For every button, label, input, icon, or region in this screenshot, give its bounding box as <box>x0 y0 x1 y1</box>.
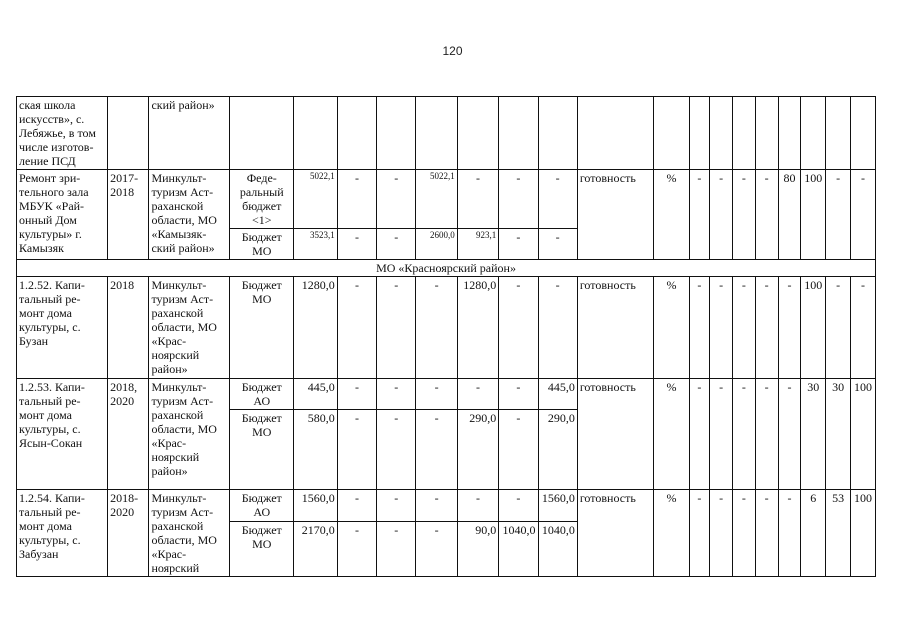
target-value: - <box>710 379 733 490</box>
budget-value <box>416 97 457 170</box>
target-value <box>778 97 801 170</box>
target-value <box>733 97 756 170</box>
target-value: 80 <box>778 170 801 260</box>
executor-cell: Минкульт-туризм Аст-раханской области, МО «Крас-ноярский <box>149 490 230 577</box>
indicator-cell: готовность <box>577 277 654 379</box>
unit-cell: % <box>654 277 689 379</box>
budget-value: - <box>457 490 498 522</box>
budget-value: 2600,0 <box>416 229 457 260</box>
years-cell: 2017-2018 <box>108 170 149 260</box>
budget-value: - <box>337 522 376 577</box>
budget-value: - <box>337 410 376 490</box>
budget-value: - <box>377 277 416 379</box>
budget-value: 5022,1 <box>294 170 337 229</box>
table-row <box>17 379 876 410</box>
target-value: - <box>710 277 733 379</box>
budget-value: 445,0 <box>294 379 337 410</box>
target-value: - <box>778 490 801 577</box>
years-cell: 2018, 2020 <box>108 379 149 490</box>
budget-value: 1560,0 <box>538 490 577 522</box>
budget-value: - <box>337 490 376 522</box>
budget-value: 1280,0 <box>294 277 337 379</box>
budget-value: 3523,1 <box>294 229 337 260</box>
years-cell: 2018 <box>108 277 149 379</box>
budget-value: - <box>499 229 538 260</box>
section-title: МО «Красноярский район» <box>17 260 876 277</box>
table-row <box>17 277 876 379</box>
indicator-cell: готовность <box>577 490 654 577</box>
target-value: - <box>755 170 778 260</box>
budget-value <box>457 97 498 170</box>
target-value: - <box>850 277 875 379</box>
budget-value: - <box>377 229 416 260</box>
budget-value: - <box>538 277 577 379</box>
budget-value: - <box>337 170 376 229</box>
budget-value: 1280,0 <box>457 277 498 379</box>
budget-value: - <box>337 229 376 260</box>
target-value: - <box>826 170 851 260</box>
budget-source: Бюджет МО <box>230 410 294 490</box>
target-value <box>710 97 733 170</box>
indicator-cell <box>577 97 654 170</box>
budget-value <box>337 97 376 170</box>
budget-source: Бюджет МО <box>230 522 294 577</box>
budget-source: Бюджет МО <box>230 277 294 379</box>
budget-value: 923,1 <box>457 229 498 260</box>
budget-value: - <box>416 277 457 379</box>
target-value: - <box>755 379 778 490</box>
target-value: - <box>778 379 801 490</box>
target-value: 30 <box>801 379 826 490</box>
budget-value: - <box>337 277 376 379</box>
table-row <box>17 490 876 522</box>
budget-value: - <box>416 410 457 490</box>
budget-value: - <box>377 490 416 522</box>
budget-value: - <box>416 379 457 410</box>
target-value: - <box>710 490 733 577</box>
budget-value: - <box>377 379 416 410</box>
budget-value: - <box>416 490 457 522</box>
indicator-cell: готовность <box>577 379 654 490</box>
target-value: - <box>733 170 756 260</box>
budget-value <box>499 97 538 170</box>
budget-source <box>230 97 294 170</box>
target-value: 100 <box>850 379 875 490</box>
target-value <box>801 97 826 170</box>
budget-value: - <box>538 229 577 260</box>
activity-name: 1.2.52. Капи-тальный ре-монт дома культуры, с. Бузан <box>17 277 108 379</box>
budget-value: - <box>457 379 498 410</box>
budget-value: - <box>457 170 498 229</box>
target-value: 100 <box>801 170 826 260</box>
target-value: 6 <box>801 490 826 577</box>
target-value: - <box>733 277 756 379</box>
activity-name: Ремонт зри-тельного зала МБУК «Рай-онный Дом культуры» г. Камызяк <box>17 170 108 260</box>
budget-value: - <box>499 170 538 229</box>
budget-value: 2170,0 <box>294 522 337 577</box>
budget-value: 90,0 <box>457 522 498 577</box>
target-value: 53 <box>826 490 851 577</box>
target-value: - <box>689 490 710 577</box>
budget-value: - <box>377 522 416 577</box>
budget-value: 580,0 <box>294 410 337 490</box>
budget-value: - <box>499 277 538 379</box>
target-value: 100 <box>801 277 826 379</box>
target-value: - <box>710 170 733 260</box>
unit-cell: % <box>654 170 689 260</box>
budget-source: Бюджет АО <box>230 379 294 410</box>
executor-cell: Минкульт-туризм Аст-раханской области, МО «Камызяк-ский район» <box>149 170 230 260</box>
years-cell: 2018-2020 <box>108 490 149 577</box>
target-value <box>755 97 778 170</box>
program-table <box>16 96 876 577</box>
budget-value: 290,0 <box>538 410 577 490</box>
target-value: - <box>733 490 756 577</box>
budget-value: - <box>377 410 416 490</box>
target-value: - <box>689 277 710 379</box>
budget-value: 290,0 <box>457 410 498 490</box>
unit-cell: % <box>654 379 689 490</box>
target-value: - <box>755 490 778 577</box>
budget-source: Бюджет АО <box>230 490 294 522</box>
budget-value <box>294 97 337 170</box>
page-number: 120 <box>442 44 463 58</box>
budget-source: Феде-ральный бюджет <1> <box>230 170 294 229</box>
activity-name: ская школа искусств», с. Лебяжье, в том числе изготов-ление ПСД <box>17 97 108 170</box>
budget-source: Бюджет МО <box>230 229 294 260</box>
budget-value: - <box>499 410 538 490</box>
unit-cell: % <box>654 490 689 577</box>
table-row <box>17 97 876 170</box>
indicator-cell: готовность <box>577 170 654 260</box>
executor-cell: Минкульт-туризм Аст-раханской области, МО «Крас-ноярский район» <box>149 379 230 490</box>
activity-name: 1.2.53. Капи-тальный ре-монт дома культуры, с. Ясын-Сокан <box>17 379 108 490</box>
budget-value <box>538 97 577 170</box>
target-value <box>850 97 875 170</box>
budget-value: - <box>377 170 416 229</box>
budget-value: - <box>337 379 376 410</box>
years-cell <box>108 97 149 170</box>
budget-value: 1560,0 <box>294 490 337 522</box>
target-value <box>826 97 851 170</box>
target-value: - <box>689 170 710 260</box>
table-row <box>17 170 876 229</box>
budget-value <box>377 97 416 170</box>
activity-name: 1.2.54. Капи-тальный ре-монт дома культуры, с. Забузан <box>17 490 108 577</box>
target-value: - <box>778 277 801 379</box>
budget-value: 5022,1 <box>416 170 457 229</box>
target-value: - <box>826 277 851 379</box>
budget-value: - <box>499 379 538 410</box>
target-value: - <box>850 170 875 260</box>
budget-value: - <box>538 170 577 229</box>
budget-value: - <box>499 490 538 522</box>
section-row <box>17 260 876 277</box>
executor-cell: ский район» <box>149 97 230 170</box>
target-value: 100 <box>850 490 875 577</box>
budget-value: 1040,0 <box>538 522 577 577</box>
target-value: - <box>755 277 778 379</box>
target-value: - <box>733 379 756 490</box>
budget-value: 445,0 <box>538 379 577 410</box>
budget-value: 1040,0 <box>499 522 538 577</box>
unit-cell <box>654 97 689 170</box>
target-value: - <box>689 379 710 490</box>
target-value <box>689 97 710 170</box>
executor-cell: Минкульт-туризм Аст-раханской области, МО «Крас-ноярский район» <box>149 277 230 379</box>
target-value: 30 <box>826 379 851 490</box>
budget-value: - <box>416 522 457 577</box>
